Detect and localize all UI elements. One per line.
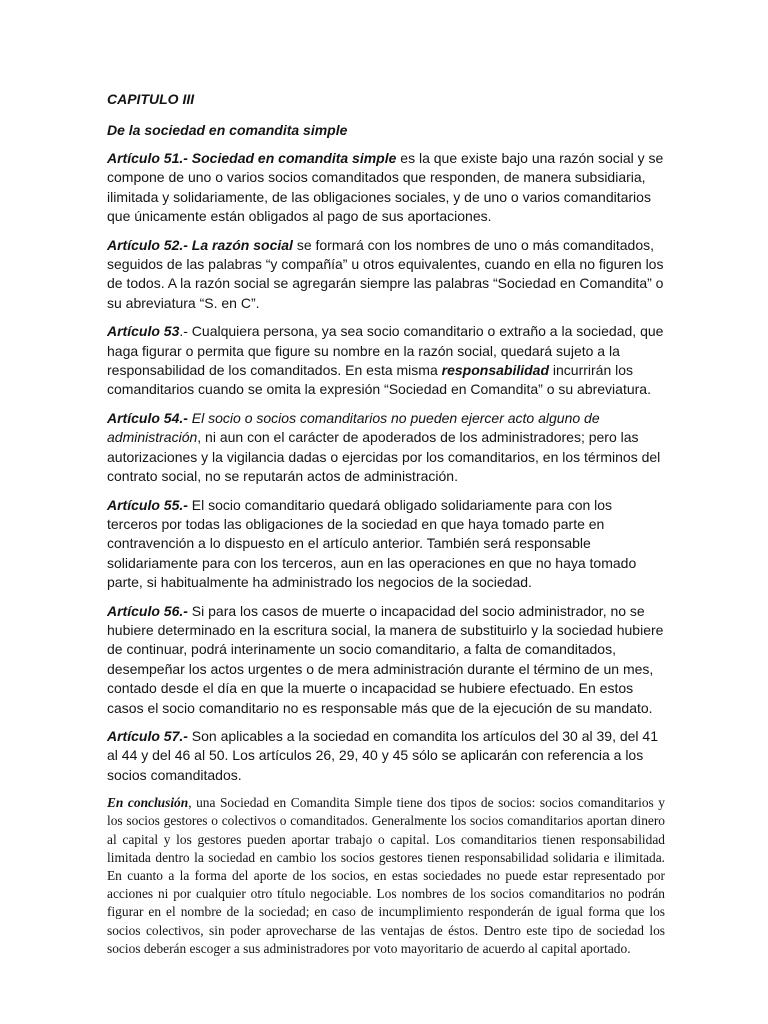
article-56-text: Si para los casos de muerte o incapacidad del socio administrador, no se hubiere determinado en la escritura social, la manera de substituirlo y la sociedad hubiere de continuar, podrá interinamente un socio comanditario, a falta de comanditados, desempeñar los actos urgentes o de mera administración durante el término de un mes, contado desde el día en que la muerte o incapacidad se hubiere efectuado. En estos casos el socio comanditario no es responsable más que de la ejecución de su mandato. [107,602,664,716]
article-51-text: es la que existe bajo una razón social y se compone de uno o varios socios comanditados que responden, de manera subsidiaria, ilimitada y solidariamente, de las obligaciones sociales, y de uno o varios comanditarios que únicamente están obligados al pago de sus aportaciones. [107,150,664,225]
article-51-lead: Artículo 51.- Sociedad en comandita simple [107,150,397,166]
document-body [107,90,665,958]
article-54-lead: Artículo 54.- [107,409,188,426]
article-57-text: Son aplicables a la sociedad en comandita los artículos del 30 al 39, del 41 al 44 y del 46 al 50. Los artículos 26, 29, 40 y 45 sólo se aplicarán con referencia a los socios comanditados. [107,727,658,783]
article-52-lead: Artículo 52.- La razón social [107,236,293,253]
article-53-lead: Artículo 53 [107,323,180,340]
article-53-text-part1: .- Cualquiera persona, ya sea socio comanditario o extraño a la sociedad, que haga figurar o permita que figure su nombre en la razón social, quedará sujeto a la responsabilidad de los comanditados. En esta misma [107,323,664,379]
article-53-emphasis: responsabilidad [441,362,549,379]
article-56-lead: Artículo 56.- [107,602,188,619]
article-53 [107,322,665,400]
chapter-heading: CAPITULO III [107,91,195,107]
conclusion-paragraph [107,794,665,958]
chapter-subtitle: De la sociedad en comandita simple [107,122,348,138]
article-55-text: El socio comanditario quedará obligado solidariamente para con los terceros por todas las obligaciones de la sociedad en que haya tomado parte en contravención a lo dispuesto en el artículo anterior. También será responsable solidariamente para con los terceros, aun en las operaciones en que no haya tomado parte, si habitualmente ha administrado los negocios de la sociedad. [107,496,637,591]
article-52-text: se formará con los nombres de uno o más comanditados, seguidos de las palabras “y compañía” u otros equivalentes, cuando en ella no figuren los de todos. A la razón social se agregarán siempre las palabras “Sociedad en Comandita” o su abreviatura “S. en C”. [107,236,664,311]
article-55 [107,496,665,593]
conclusion-text: , una Sociedad en Comandita Simple tiene dos tipos de socios: socios comanditarios y los socios gestores o colectivos o comanditados. Generalmente los socios comanditarios aportan dinero al capital y los gestores pueden aportar trabajo o capital. Los comanditarios tienen responsabilidad limitada dentro la sociedad en cambio los socios gestores tienen responsabilidad solidaria e ilimitada. En cuanto a la forma del aporte de los socios, en estas sociedades no puede estar representado por acciones ni por cualquier otro título negociable. Los nombres de los socios comanditarios no podrán figurar en el nombre de la sociedad; en caso de incumplimiento responderán de igual forma que los socios colectivos, sin poder aprovecharse de las ventajas de éstos. Dentro este tipo de sociedad los socios deberán escoger a sus administradores por voto mayoritario de acuerdo al capital aportado. [107,795,665,956]
article-52 [107,236,665,314]
article-51 [107,149,665,227]
article-57-lead: Artículo 57.- [107,727,188,744]
article-53-text-part2: incurrirán los comanditarios cuando se omita la expresión “Sociedad en Comandita” o su abreviatura. [107,362,651,398]
article-54 [107,409,665,487]
article-57 [107,727,665,785]
article-54-text: , ni aun con el carácter de apoderados de los administradores; pero las autorizaciones y la vigilancia dadas o ejercidas por los comanditarios, en los términos del contrato social, no se reputarán actos de administración. [107,429,661,485]
article-55-lead: Artículo 55.- [107,496,188,513]
conclusion-lead: En conclusión [107,795,189,811]
article-56 [107,602,665,718]
article-54-italic-text: El socio o socios comanditarios no pueden ejercer acto alguno de administración [107,409,600,446]
